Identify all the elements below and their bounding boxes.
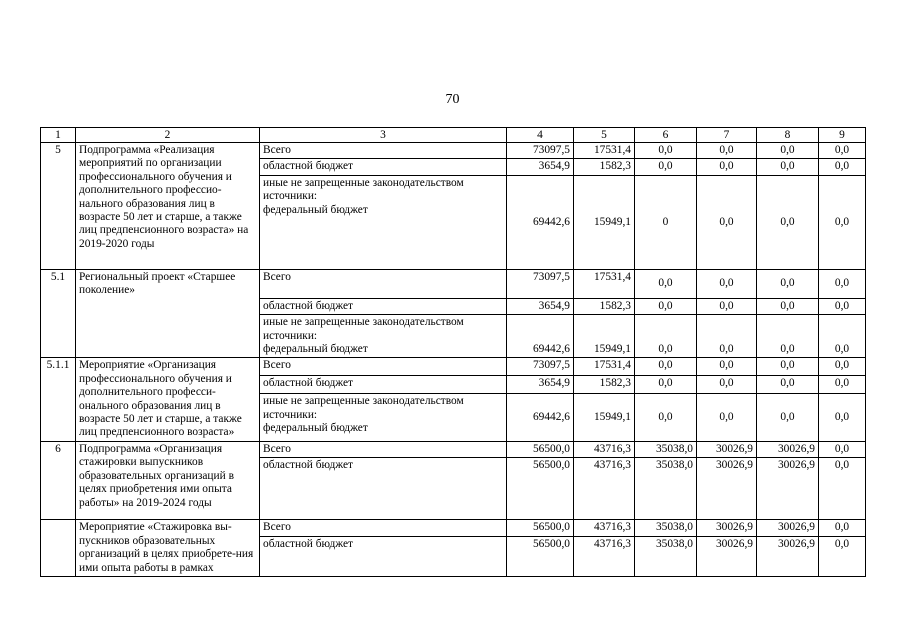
value-cell: 56500,0 <box>507 458 574 520</box>
source-federal: федеральный бюджет <box>263 343 368 356</box>
value-cell: 0,0 <box>697 358 757 376</box>
value-cell: 43716,3 <box>574 441 635 457</box>
value-cell: 30026,9 <box>697 441 757 457</box>
value-cell: 73097,5 <box>507 269 574 298</box>
header-cell: 9 <box>819 128 866 143</box>
value-cell: 0,0 <box>697 269 757 298</box>
value-cell: 35038,0 <box>635 458 697 520</box>
value-cell: 73097,5 <box>507 143 574 159</box>
source-label <box>260 175 507 269</box>
table-row <box>41 520 866 536</box>
value-cell: 43716,3 <box>574 520 635 536</box>
value-cell: 0,0 <box>697 394 757 441</box>
value-cell: 3654,9 <box>507 159 574 175</box>
header-cell: 8 <box>757 128 819 143</box>
row-id <box>41 520 76 576</box>
value-cell: 30026,9 <box>697 458 757 520</box>
row-id: 5 <box>41 143 76 270</box>
value-cell: 0,0 <box>635 376 697 394</box>
value-cell: 0,0 <box>635 159 697 175</box>
value-cell: 1582,3 <box>574 298 635 314</box>
header-cell: 7 <box>697 128 757 143</box>
value-cell: 0,0 <box>757 376 819 394</box>
row-name: Региональный проект «Старшее поколение» <box>76 269 260 358</box>
value-cell: 0,0 <box>819 441 866 457</box>
value-cell: 30026,9 <box>757 536 819 576</box>
value-cell: 56500,0 <box>507 441 574 457</box>
value-cell: 0,0 <box>819 269 866 298</box>
source-label: Всего <box>260 358 507 376</box>
row-name <box>76 520 260 576</box>
value-cell: 56500,0 <box>507 520 574 536</box>
value-cell: 3654,9 <box>507 376 574 394</box>
value-cell: 3654,9 <box>507 298 574 314</box>
value-cell: 30026,9 <box>697 520 757 536</box>
value-cell: 0,0 <box>697 376 757 394</box>
header-cell: 2 <box>76 128 260 143</box>
value-cell: 0,0 <box>635 298 697 314</box>
value-cell: 0,0 <box>757 159 819 175</box>
value-cell: 0,0 <box>757 298 819 314</box>
value-cell: 69442,6 <box>507 175 574 269</box>
source-label: областной бюджет <box>260 298 507 314</box>
source-label <box>260 394 507 441</box>
row-id: 5.1.1 <box>41 358 76 441</box>
budget-table <box>40 127 866 577</box>
value-cell: 15949,1 <box>574 394 635 441</box>
value-cell: 0,0 <box>757 358 819 376</box>
header-cell: 1 <box>41 128 76 143</box>
source-label <box>260 315 507 358</box>
value-cell: 0,0 <box>819 358 866 376</box>
value-cell: 0,0 <box>697 175 757 269</box>
source-label: областной бюджет <box>260 376 507 394</box>
header-row <box>41 128 866 143</box>
value-cell: 17531,4 <box>574 143 635 159</box>
value-cell: 0,0 <box>635 315 697 358</box>
row-name: Подпрограмма «Организация стажировки выпускников образовательных организаций в целях приобретения ими опыта работы» на 2019-2024 годы <box>76 441 260 519</box>
source-label: областной бюджет <box>260 458 507 520</box>
row-name: Подпрограмма «Реализация мероприятий по организации профессионального обучения и дополнительного профессио-нального образования лиц в возрасте 50 лет и старше, а также лиц предпенсионного возраста» на 2019-2020 годы <box>76 143 260 270</box>
header-cell: 3 <box>260 128 507 143</box>
header-cell: 6 <box>635 128 697 143</box>
value-cell: 35038,0 <box>635 536 697 576</box>
value-cell: 0,0 <box>819 394 866 441</box>
row-name: Мероприятие «Организация профессионального обучения и дополнительного професси-онального образования лиц в возрасте 50 лет и старше, а также лиц предпенсионного возраста» <box>76 358 260 441</box>
source-label: Всего <box>260 441 507 457</box>
value-cell: 43716,3 <box>574 536 635 576</box>
value-cell: 1582,3 <box>574 159 635 175</box>
source-label: областной бюджет <box>260 536 507 576</box>
table-row <box>41 143 866 159</box>
source-label: Всего <box>260 520 507 536</box>
value-cell: 30026,9 <box>757 441 819 457</box>
value-cell: 30026,9 <box>697 536 757 576</box>
value-cell: 15949,1 <box>574 315 635 358</box>
value-cell: 0,0 <box>635 143 697 159</box>
row-id: 6 <box>41 441 76 519</box>
value-cell: 0 <box>635 175 697 269</box>
value-cell: 35038,0 <box>635 520 697 536</box>
value-cell: 30026,9 <box>757 520 819 536</box>
value-cell: 0,0 <box>757 269 819 298</box>
value-cell: 0,0 <box>757 175 819 269</box>
value-cell: 0,0 <box>757 394 819 441</box>
value-cell: 0,0 <box>819 298 866 314</box>
value-cell: 69442,6 <box>507 394 574 441</box>
value-cell: 0,0 <box>819 376 866 394</box>
table-row <box>41 269 866 298</box>
value-cell: 0,0 <box>819 143 866 159</box>
value-cell: 0,0 <box>697 315 757 358</box>
header-cell: 4 <box>507 128 574 143</box>
value-cell: 35038,0 <box>635 441 697 457</box>
value-cell: 0,0 <box>697 159 757 175</box>
value-cell: 56500,0 <box>507 536 574 576</box>
row-id: 5.1 <box>41 269 76 358</box>
source-label: областной бюджет <box>260 159 507 175</box>
value-cell: 15949,1 <box>574 175 635 269</box>
source-label: Всего <box>260 143 507 159</box>
value-cell: 17531,4 <box>574 269 635 298</box>
table-row <box>41 441 866 457</box>
value-cell: 30026,9 <box>757 458 819 520</box>
value-cell: 0,0 <box>697 298 757 314</box>
source-label: Всего <box>260 269 507 298</box>
value-cell: 43716,3 <box>574 458 635 520</box>
value-cell: 0,0 <box>635 358 697 376</box>
source-federal: федеральный бюджет <box>263 422 368 435</box>
value-cell: 69442,6 <box>507 315 574 358</box>
source-other: иные не запрещенные законодательством источники: <box>263 395 464 421</box>
source-federal: федеральный бюджет <box>263 203 368 216</box>
value-cell: 0,0 <box>757 143 819 159</box>
source-other: иные не запрещенные законодательством источники: <box>263 316 464 342</box>
value-cell: 0,0 <box>757 315 819 358</box>
value-cell: 0,0 <box>819 520 866 536</box>
value-cell: 0,0 <box>697 143 757 159</box>
value-cell: 0,0 <box>819 315 866 358</box>
value-cell: 0,0 <box>635 269 697 298</box>
value-cell: 0,0 <box>819 458 866 520</box>
value-cell: 0,0 <box>819 175 866 269</box>
table-row <box>41 358 866 376</box>
page-number: 70 <box>445 92 460 107</box>
value-cell: 73097,5 <box>507 358 574 376</box>
value-cell: 17531,4 <box>574 358 635 376</box>
header-cell: 5 <box>574 128 635 143</box>
row-name-text: Мероприятие «Стажировка вы-пускников образовательных организаций в целях приобрете-ния ими опыта работы в рамках <box>79 521 254 574</box>
value-cell: 0,0 <box>635 394 697 441</box>
source-other: иные не запрещенные законодательством источники: <box>263 176 464 203</box>
value-cell: 1582,3 <box>574 376 635 394</box>
value-cell: 0,0 <box>819 536 866 576</box>
value-cell: 0,0 <box>819 159 866 175</box>
